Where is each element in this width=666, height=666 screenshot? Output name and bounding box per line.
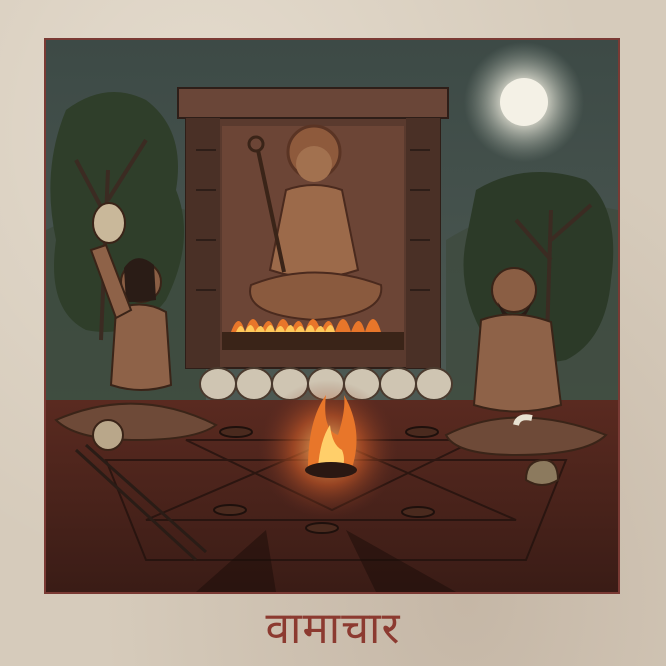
central-fire (258, 380, 398, 520)
damaru-drum (93, 203, 125, 243)
kamandalu-pot (526, 460, 558, 485)
moon (500, 78, 548, 126)
devanagari-title: वामाचार (265, 603, 401, 654)
altar-flames (222, 319, 404, 350)
ritual-painting (46, 40, 618, 592)
painting-frame (44, 38, 620, 594)
